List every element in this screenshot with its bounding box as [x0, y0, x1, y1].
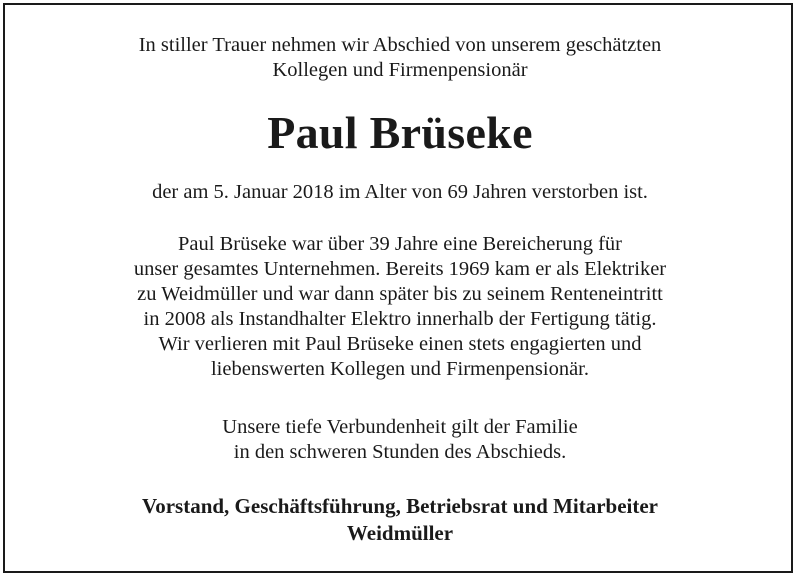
- signature-line: Vorstand, Geschäftsführung, Betriebsrat und Mitarbeiter: [141, 494, 659, 518]
- death-line: der am 5. Januar 2018 im Alter von 69 Jahren verstorben ist.: [152, 181, 648, 203]
- tribute-line: Paul Brüseke war über 39 Jahre eine Bereicherung für: [178, 233, 622, 255]
- death-line-block: [0, 180, 800, 205]
- intro-text: [0, 33, 800, 83]
- tribute-text: [0, 232, 800, 382]
- tribute-line: Wir verlieren mit Paul Brüseke einen stets engagierten und: [158, 333, 642, 355]
- tribute-line: liebenswerten Kollegen und Firmenpensionär.: [210, 358, 590, 380]
- tribute-line: zu Weidmüller und war dann später bis zu seinem Renteneintritt: [137, 283, 663, 305]
- condolence-line: in den schweren Stunden des Abschieds.: [233, 441, 567, 463]
- intro-line: Kollegen und Firmenpensionär: [272, 59, 528, 81]
- condolence-text: [0, 415, 800, 465]
- signature: [0, 493, 800, 547]
- tribute-line: in 2008 als Instandhalter Elektro innerhalb der Fertigung tätig.: [143, 308, 657, 330]
- intro-line: In stiller Trauer nehmen wir Abschied von unserem geschätzten: [138, 34, 662, 56]
- signature-company: Weidmüller: [346, 521, 454, 545]
- condolence-line: Unsere tiefe Verbundenheit gilt der Familie: [222, 416, 578, 438]
- deceased-name: Paul Brüseke: [267, 107, 533, 158]
- tribute-line: unser gesamtes Unternehmen. Bereits 1969 kam er als Elektriker: [133, 258, 667, 280]
